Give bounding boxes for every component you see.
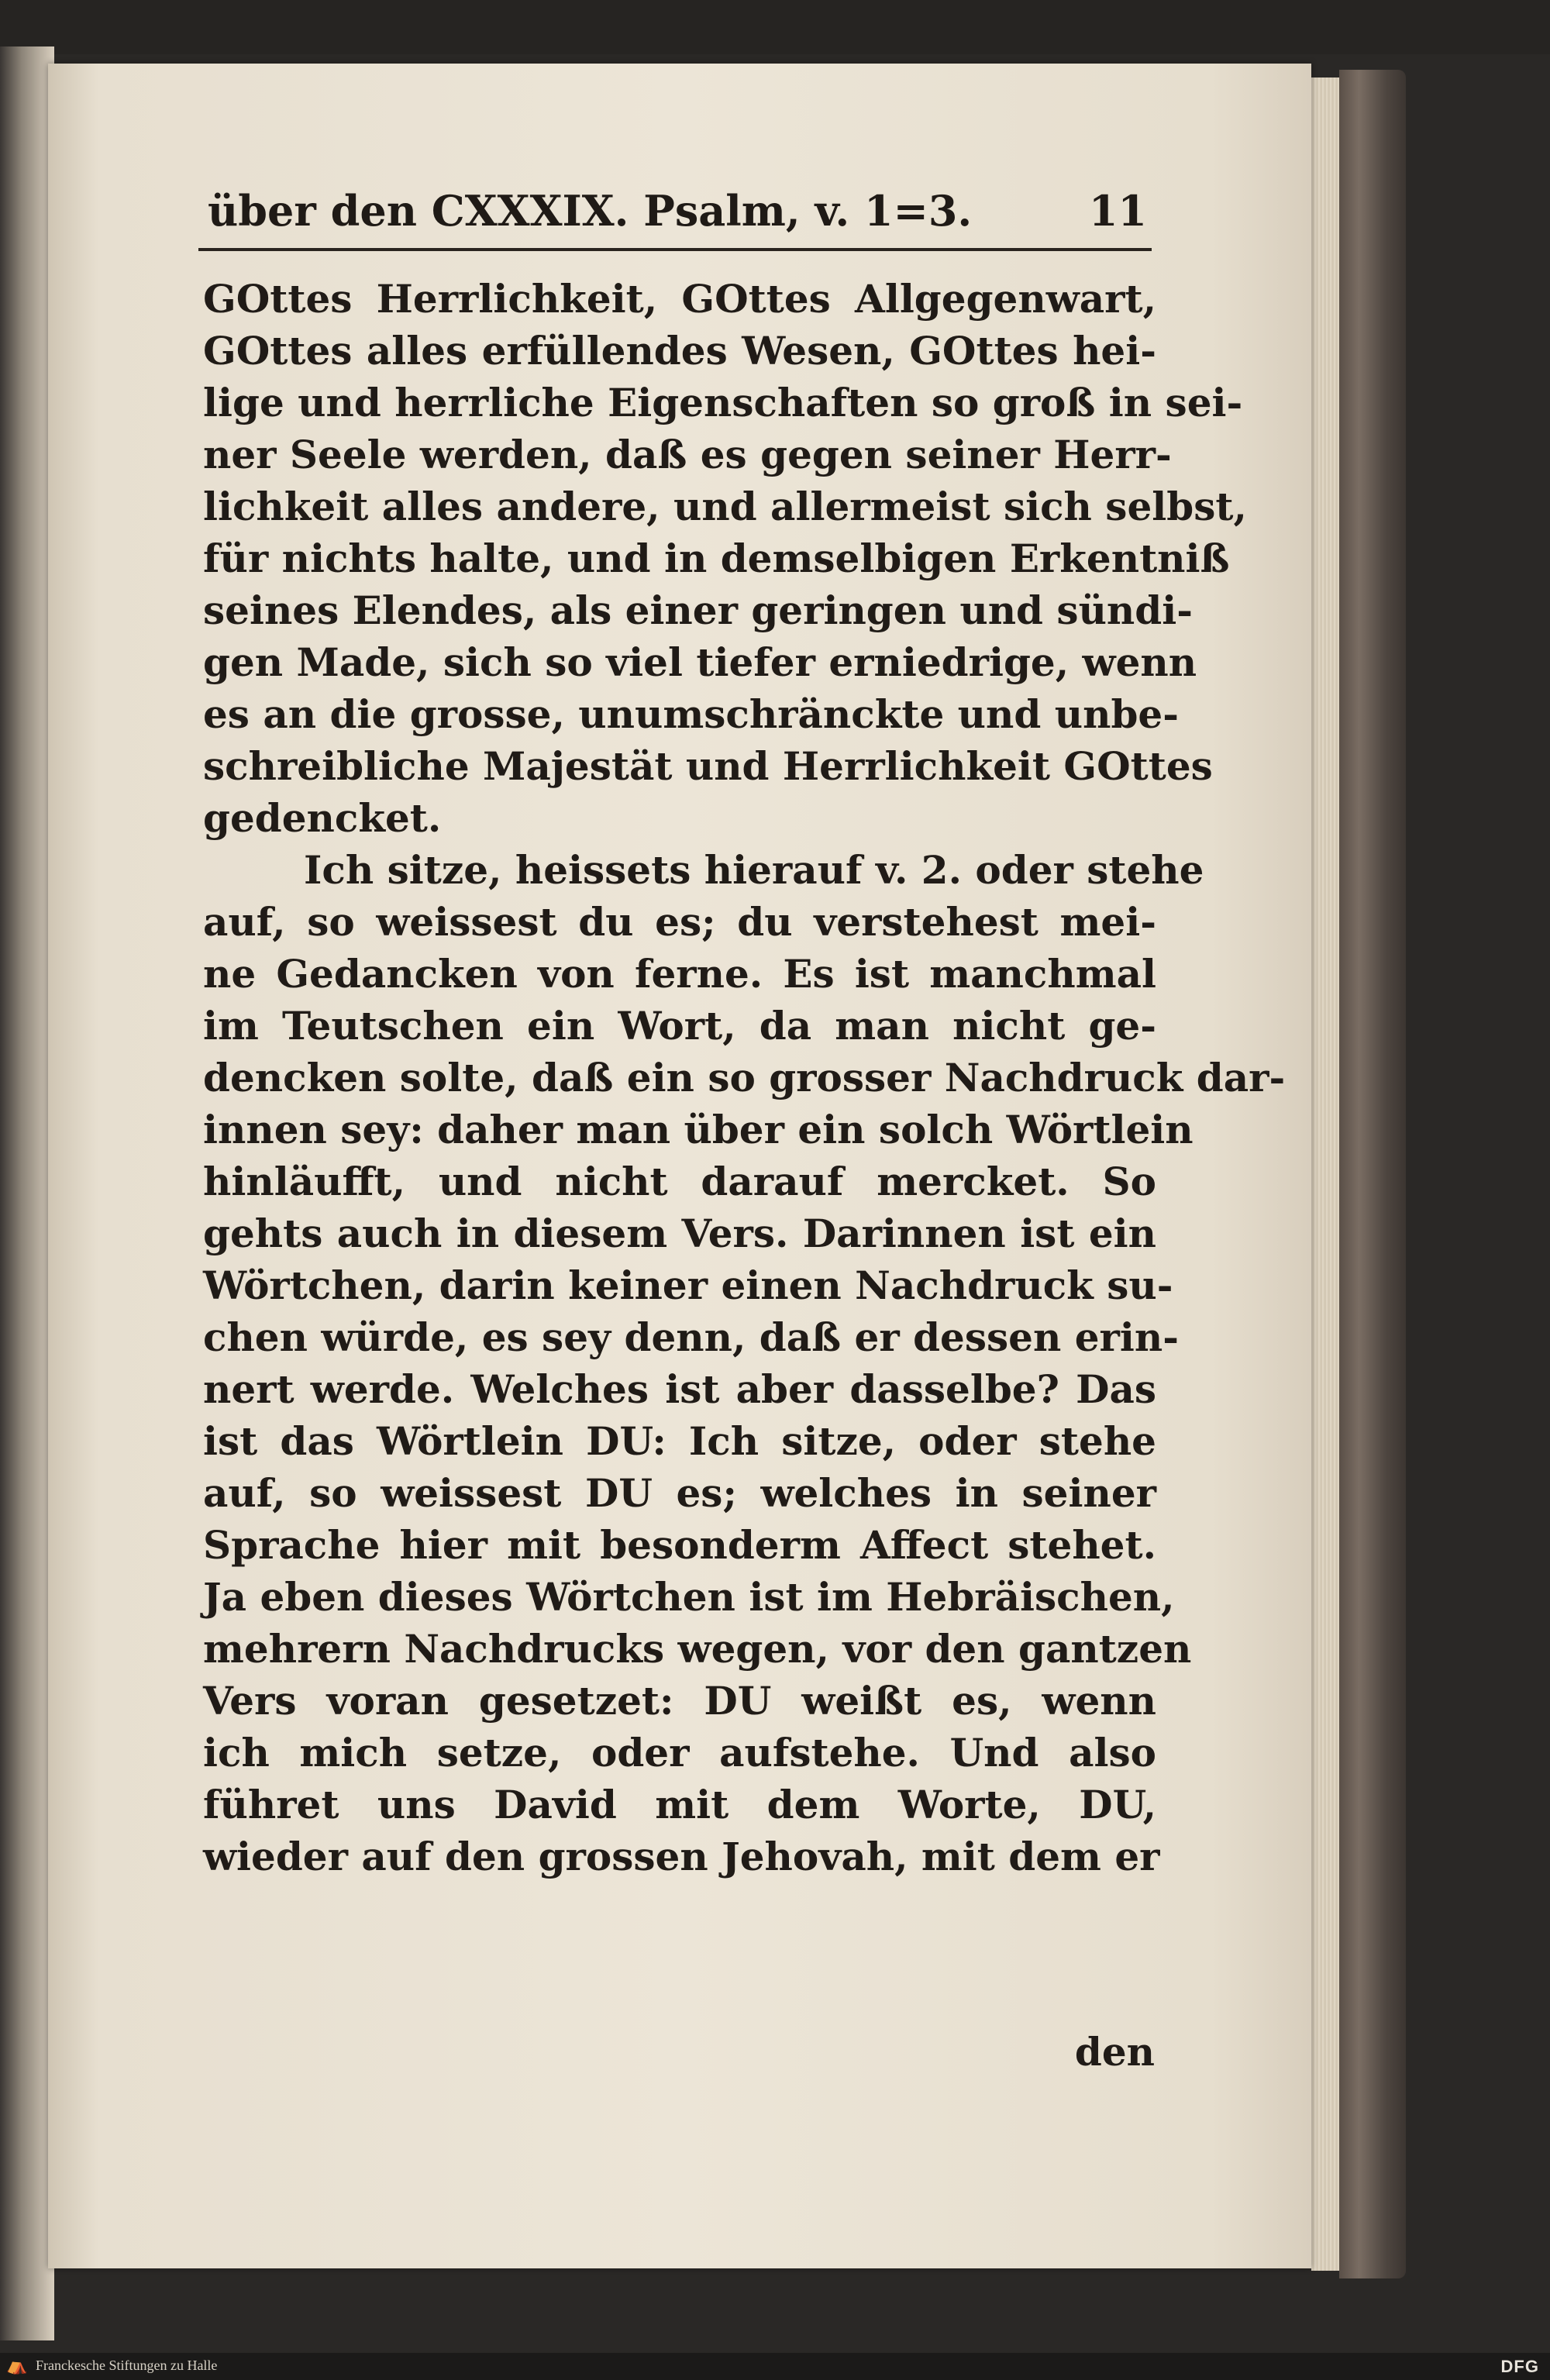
text-line: lige und herrliche Eigenschaften so groß in sei-	[203, 380, 1243, 425]
text-line: mehrern Nachdrucks wegen, vor den gantzen	[203, 1626, 1192, 1672]
book-cover	[1339, 70, 1406, 2278]
paragraph-start-line: Ich sitze, heissets hierauf v. 2. oder stehe	[304, 847, 1204, 893]
scan-background	[0, 0, 1550, 54]
text-line: schreibliche Majestät und Herrlichkeit GOttes	[203, 743, 1213, 789]
text-line: GOttes alles erfüllendes Wesen, GOttes hei-	[203, 328, 1156, 374]
text-line: gen Made, sich so viel tiefer erniedrige, wenn	[203, 639, 1197, 685]
text-line: Vers voran gesetzet: DU weißt es, wenn	[203, 1678, 1156, 1724]
dfg-logo: DFG	[1500, 2357, 1539, 2376]
text-line: gedencket.	[203, 795, 442, 841]
text-line: ist das Wörtlein DU: Ich sitze, oder stehe	[203, 1418, 1156, 1464]
text-line: Sprache hier mit besonderm Affect stehet.	[203, 1522, 1156, 1568]
text-line: seines Elendes, als einer geringen und sündi-	[203, 587, 1193, 633]
body-text	[203, 273, 1286, 1882]
text-line: hinläufft, und nicht darauf mercket. So	[203, 1159, 1156, 1204]
text-line: Wörtchen, darin keiner einen Nachdruck su-	[203, 1262, 1173, 1308]
text-line: ne Gedancken von ferne. Es ist manchmal	[203, 951, 1156, 997]
text-line: GOttes Herrlichkeit, GOttes Allgegenwart,	[203, 276, 1156, 322]
text-line: im Teutschen ein Wort, da man nicht ge-	[203, 1003, 1156, 1049]
text-line: gehts auch in diesem Vers. Darinnen ist ein	[203, 1211, 1156, 1256]
text-line: chen würde, es sey denn, daß er dessen erin-	[203, 1314, 1179, 1360]
text-line: ich mich setze, oder aufstehe. Und also	[203, 1730, 1156, 1776]
library-building-icon: ⛺	[6, 2356, 28, 2375]
catchword: den	[1074, 2029, 1155, 2075]
text-line: führet uns David mit dem Worte, DU,	[203, 1782, 1156, 1827]
text-line: nert werde. Welches ist aber dasselbe? Das	[203, 1366, 1156, 1412]
text-line: lichkeit alles andere, und allermeist sich selbst,	[203, 484, 1247, 529]
text-line: dencken solte, daß ein so grosser Nachdruck dar-	[203, 1055, 1286, 1100]
text-line: ner Seele werden, daß es gegen seiner Herr-	[203, 432, 1172, 477]
text-line: innen sey: daher man über ein solch Wörtlein	[203, 1107, 1194, 1152]
header-rule	[198, 248, 1152, 251]
library-credit: Franckesche Stiftungen zu Halle	[36, 2358, 218, 2373]
text-line: auf, so weissest DU es; welches in seiner	[203, 1470, 1156, 1516]
running-head: über den CXXXIX. Psalm, v. 1=3.	[208, 186, 973, 236]
text-line: Ja eben dieses Wörtchen ist im Hebräischen,	[203, 1574, 1175, 1620]
text-line: wieder auf den grossen Jehovah, mit dem er	[203, 1834, 1160, 1879]
page-number: 11	[1088, 186, 1147, 236]
page-block-edges	[1311, 77, 1339, 2271]
text-line: es an die grosse, unumschränckte und unbe-	[203, 691, 1179, 737]
text-line: auf, so weissest du es; du verstehest mei-	[203, 899, 1156, 945]
text-line: für nichts halte, und in demselbigen Erkentniß	[203, 536, 1230, 581]
facing-page-edge	[0, 46, 54, 2340]
footer-bar	[0, 2353, 1550, 2380]
